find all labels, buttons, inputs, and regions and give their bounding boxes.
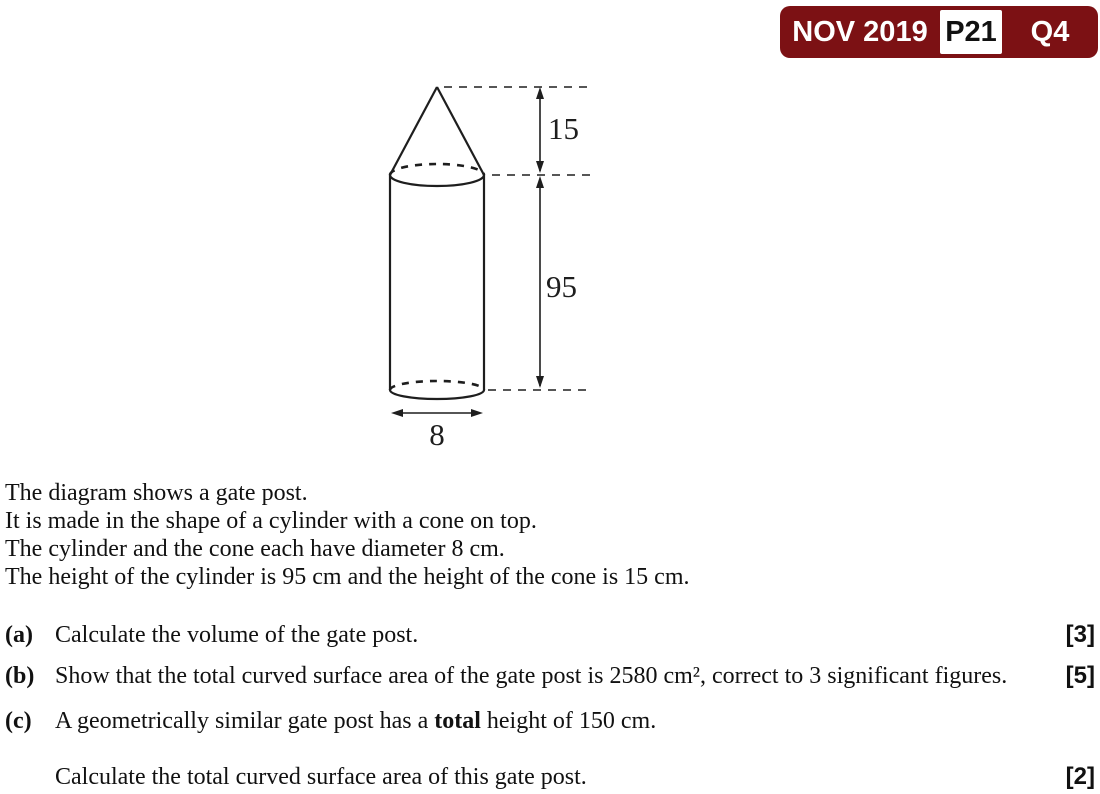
cone-base-front-arc: [390, 175, 484, 186]
question-header-badge: [780, 6, 1098, 58]
marks-badge: [5]: [1065, 662, 1095, 689]
question-body: [5, 479, 1095, 791]
part-text-suffix: height of 150 cm.: [480, 708, 657, 734]
cone-height-label: 15: [548, 111, 579, 146]
gate-post-diagram: [370, 75, 620, 460]
question-part-b: [5, 662, 1095, 690]
part-text: Calculate the volume of the gate post.: [55, 622, 419, 648]
diameter-label: 8: [429, 417, 445, 452]
cone-base-back-arc: [390, 164, 484, 175]
cylinder-base-back-arc: [390, 381, 484, 390]
arrow-down-icon: [536, 376, 544, 388]
description-line: The diagram shows a gate post.: [5, 480, 308, 506]
description-line: The height of the cylinder is 95 cm and the height of the cone is 15 cm.: [5, 564, 690, 590]
cone-right-slant: [437, 87, 484, 175]
arrow-up-icon: [536, 87, 544, 99]
arrow-left-icon: [391, 409, 403, 417]
question-part-c: [5, 707, 1095, 735]
part-text-prefix: A geometrically similar gate post has a: [55, 708, 435, 734]
paper-number-label: P21: [940, 10, 1002, 54]
part-text-bold-word: total: [434, 708, 481, 734]
question-number-label: Q4: [1030, 15, 1070, 48]
question-part-a: [5, 621, 1095, 649]
part-label: (b): [5, 663, 35, 689]
cylinder-height-label: 95: [546, 269, 577, 304]
cylinder-base-front-arc: [390, 390, 484, 399]
part-text: Show that the total curved surface area of the gate post is 2580 cm², correct to 3 significant figures.: [55, 663, 1008, 689]
description-line: The cylinder and the cone each have diameter 8 cm.: [5, 536, 505, 562]
part-text: [55, 707, 1085, 735]
question-part-c-continued: [5, 763, 1095, 791]
marks-badge: [3]: [1065, 621, 1095, 648]
arrow-up-icon: [536, 176, 544, 188]
arrow-right-icon: [471, 409, 483, 417]
cone-left-slant: [390, 87, 437, 175]
arrow-down-icon: [536, 161, 544, 173]
exam-session-label: NOV 2019: [792, 15, 928, 48]
part-label: (a): [5, 622, 33, 648]
part-text: Calculate the total curved surface area of this gate post.: [55, 764, 587, 790]
marks-badge: [2]: [1065, 763, 1095, 790]
part-label: (c): [5, 708, 32, 734]
description-line: It is made in the shape of a cylinder with a cone on top.: [5, 508, 537, 534]
